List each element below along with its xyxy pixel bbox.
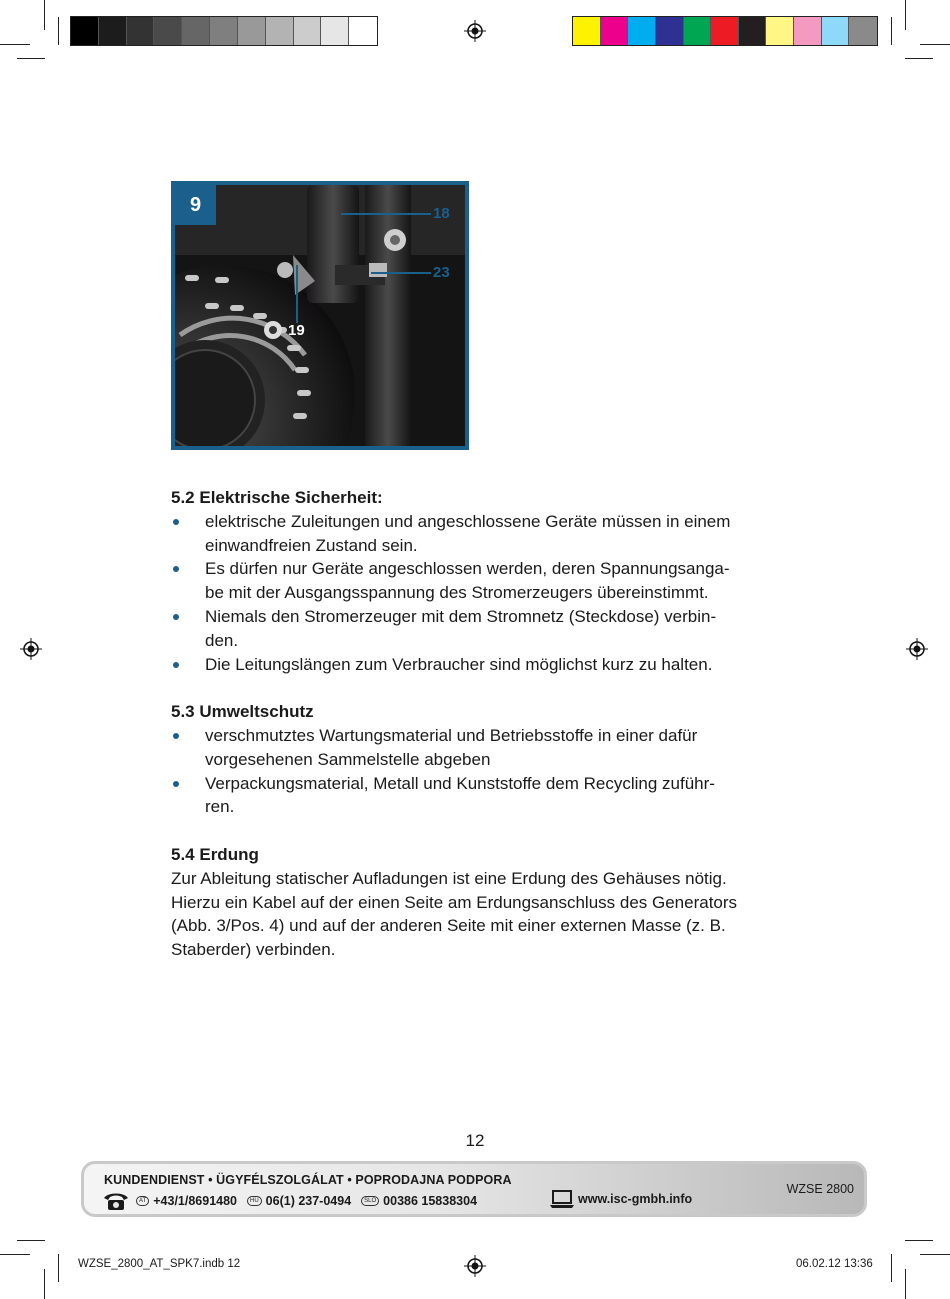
crop-mark [17,58,45,59]
figure-9-photo [171,181,469,450]
color-swatch [628,17,656,45]
line: Hierzu ein Kabel auf der einen Seite am Erdungsanschluss des Generators [171,892,738,912]
line: be mit der Ausgangsspannung des Stromerzeugers übereinstimmt. [205,583,709,603]
color-swatch [711,17,739,45]
bullet-icon [173,614,179,620]
callout-19: 19 [288,322,305,339]
registration-mark-icon [464,1255,486,1277]
color-swatch [294,17,322,45]
line: vorgesehenen Sammelstelle abgeben [205,749,491,769]
color-swatch [739,17,767,45]
color-swatch [794,17,822,45]
callout-18: 18 [433,205,450,222]
crop-mark [0,1254,30,1255]
crop-mark [920,1254,950,1255]
color-swatch [766,17,794,45]
crop-mark [891,17,892,45]
crop-mark [44,0,45,30]
color-swatch [71,17,99,45]
crop-mark [905,1269,906,1299]
crop-mark [0,44,30,45]
service-website [549,1189,692,1209]
telephone-icon [102,1191,130,1211]
crop-mark [17,1240,45,1241]
line: einwandfreien Zustand sein. [205,535,418,555]
list-item [171,605,786,653]
bullet-icon [173,733,179,739]
line: ren. [205,797,235,817]
color-swatch [822,17,850,45]
list-item [171,510,786,558]
crop-mark [891,1254,892,1282]
color-swatch [656,17,684,45]
bullet-icon [173,566,179,572]
line: Die Leitungslängen zum Verbraucher sind möglichst kurz zu halten. [205,654,713,674]
phone-number: 06(1) 237-0494 [265,1194,352,1208]
list-item [171,653,786,677]
registration-mark-icon [464,20,486,42]
color-swatch [601,17,629,45]
color-swatch [849,17,877,45]
line: verschmutztes Wartungsmaterial und Betriebsstoffe in einer dafür [205,725,698,745]
service-title: KUNDENDIENST • ÜGYFÉLSZOLGÁLAT • POPRODAJNA PODPORA [104,1173,512,1187]
figure-number: 9 [175,185,216,225]
color-swatch [154,17,182,45]
color-swatch [321,17,349,45]
registration-mark-icon [20,638,42,660]
paragraph [171,867,786,962]
bullet-list [171,510,786,677]
line: Staberder) verbinden. [171,940,336,960]
section-heading: 5.3 Umweltschutz [171,702,314,722]
list-item [171,724,786,772]
bullet-icon [173,519,179,525]
grayscale-color-bar [70,16,378,46]
service-phones [102,1191,477,1211]
color-swatch [238,17,266,45]
color-swatch [684,17,712,45]
callout-23: 23 [433,264,450,281]
color-swatch [349,17,377,45]
print-slug-file: WZSE_2800_AT_SPK7.indb 12 [78,1258,241,1270]
laptop-icon [549,1189,575,1209]
line: Niemals den Stromerzeuger mit dem Stromnetz (Steckdose) verbin- [205,606,717,626]
color-swatch [573,17,601,45]
country-code-badge: SLO [361,1196,379,1206]
line: Zur Ableitung statischer Aufladungen ist eine Erdung des Gehäuses nötig. [171,868,727,888]
phone-number: 00386 15838304 [383,1194,478,1208]
line: Verpackungsmaterial, Metall und Kunststoffe dem Recycling zuführ- [205,773,715,793]
model-name: WZSE 2800 [786,1182,854,1196]
list-item [171,772,786,820]
section-heading: 5.2 Elektrische Sicherheit: [171,488,383,507]
bullet-list [171,724,786,819]
crop-mark [58,1254,59,1282]
crop-mark [905,1240,933,1241]
crop-mark [905,58,933,59]
color-swatch [99,17,127,45]
color-swatch [210,17,238,45]
customer-service-box [81,1161,867,1217]
line: Es dürfen nur Geräte angeschlossen werden, deren Spannungsanga- [205,559,730,579]
website-link[interactable]: www.isc-gmbh.info [578,1192,693,1206]
callout-lines [175,185,465,446]
registration-mark-icon [906,638,928,660]
list-item [171,557,786,605]
bullet-icon [173,662,179,668]
section-heading: 5.4 Erdung [171,844,259,864]
country-code-badge: HU [247,1196,262,1206]
country-code-badge: AT [136,1196,149,1206]
main-content [171,486,786,962]
page-number: 12 [465,1131,485,1150]
process-color-bar [572,16,878,46]
bullet-icon [173,781,179,787]
color-swatch [127,17,155,45]
color-swatch [266,17,294,45]
line: (Abb. 3/Pos. 4) und auf der anderen Seite mit einer externen Masse (z. B. [171,916,726,936]
crop-mark [58,17,59,45]
crop-mark [920,44,950,45]
color-swatch [182,17,210,45]
line: elektrische Zuleitungen und angeschlossene Geräte müssen in einem [205,511,731,531]
line: den. [205,630,239,650]
phone-number: +43/1/8691480 [153,1194,237,1208]
print-slug-date: 06.02.12 13:36 [796,1258,873,1270]
crop-mark [905,0,906,30]
crop-mark [44,1269,45,1299]
